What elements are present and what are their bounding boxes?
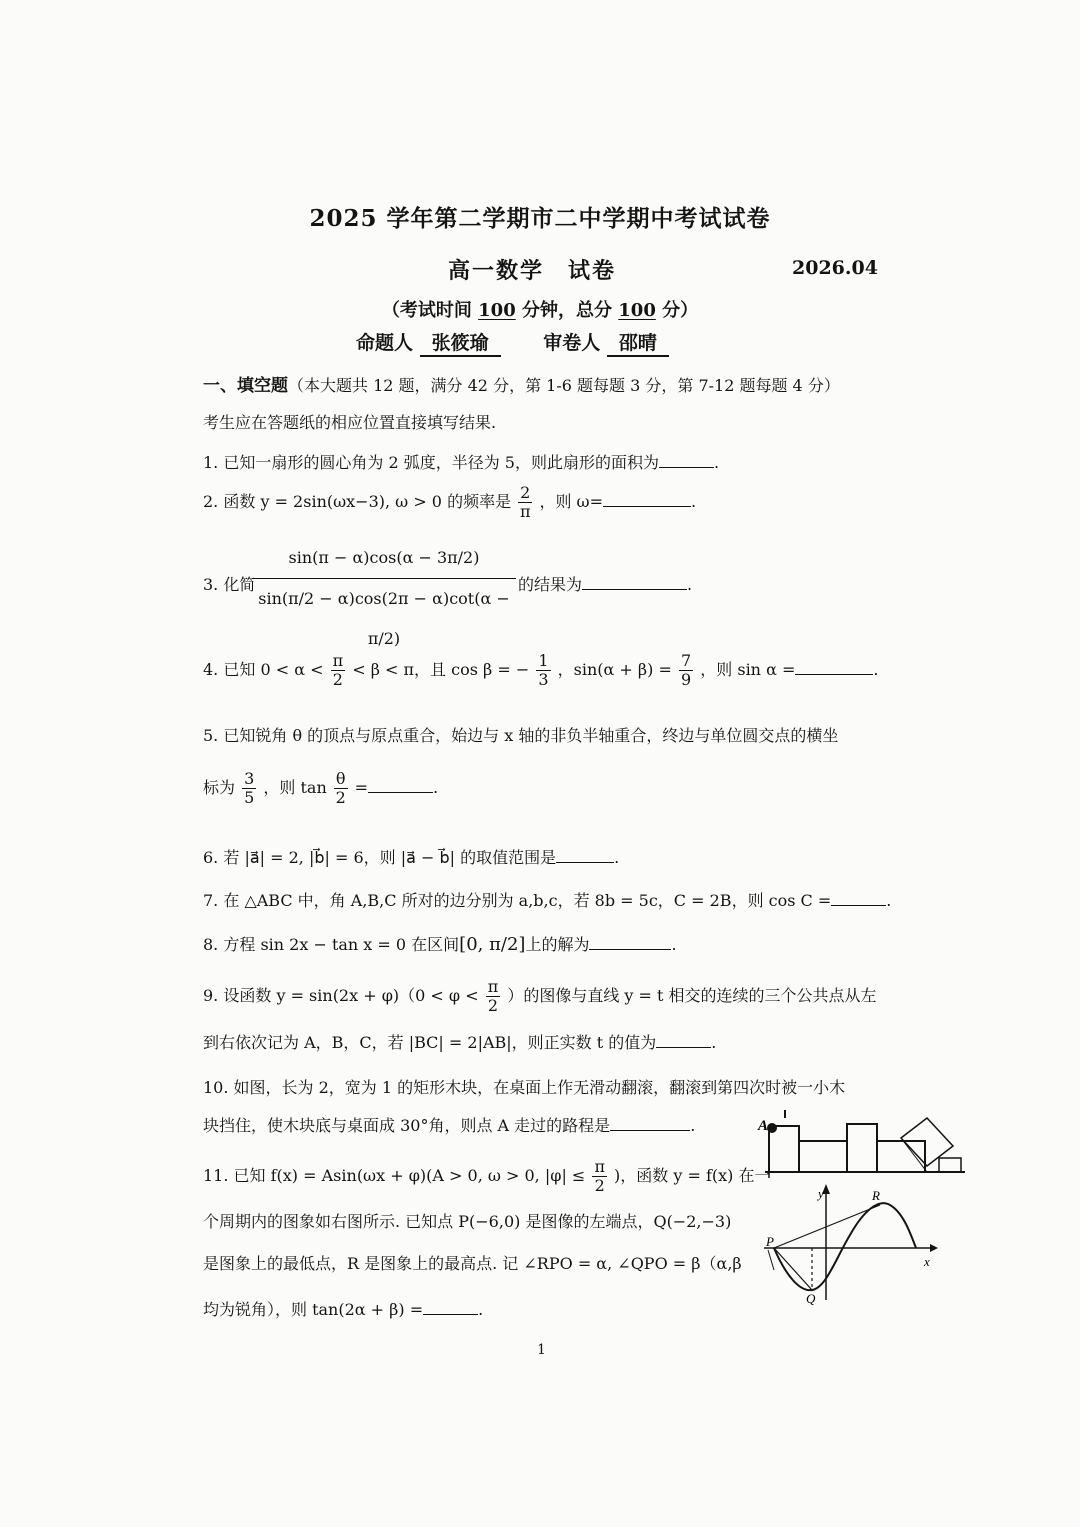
answer-blank — [831, 891, 886, 906]
block-position-2 — [799, 1141, 847, 1172]
fraction: $\frac{\pi}{2}$ — [594, 1157, 605, 1195]
answer-blank — [659, 453, 714, 468]
x-axis-arrow — [930, 1244, 938, 1252]
question-9-line2: 到右依次记为 A，B，C，若 |BC| = 2|AB|，则正实数 t 的值为 . — [203, 1033, 717, 1052]
question-9-line1: 9. 设函数 y = sin(2x + φ)（0 < φ < $\frac{\pi}{2}$ ）的图像与直线 y = t 相交的连续的三个公共点从左 — [203, 977, 877, 1015]
answer-blank — [368, 778, 433, 793]
fraction: $\frac{3}{5}$ — [244, 769, 255, 807]
answer-blank — [610, 1116, 690, 1131]
question-3-fraction — [252, 538, 516, 648]
author-label: 命题人 — [356, 332, 414, 354]
section-instruction: 考生应在答题纸的相应位置直接填写结果. — [203, 413, 497, 432]
answer-blank — [423, 1300, 478, 1315]
line-pr — [774, 1205, 880, 1248]
question-3-tail: 的结果为 . — [518, 575, 693, 594]
answer-blank — [656, 1033, 711, 1048]
answer-blank — [582, 575, 687, 590]
answer-blank — [556, 848, 614, 863]
fraction: $\frac{2}{\pi}$ — [520, 483, 531, 521]
question-6: 6. 若 |a⃗| = 2, |b⃗| = 6，则 |a⃗ − b⃗| 的取值范围是 . — [203, 848, 620, 867]
figure-rolling-block — [755, 1108, 970, 1178]
answer-blank — [603, 492, 691, 507]
reviewer-label: 审卷人 — [543, 332, 601, 354]
exam-authors — [356, 328, 705, 357]
question-11-line4: 均为锐角），则 tan(2α + β) = . — [203, 1300, 484, 1319]
question-5-line1: 5. 已知锐角 θ 的顶点与原点重合，始边与 x 轴的非负半轴重合，终边与单位圆交点的横坐 — [203, 726, 839, 745]
question-11-line1: 11. 已知 f(x) = Asin(ωx + φ)(A > 0, ω > 0, |φ| ≤ $\frac{\pi}{2}$ )，函数 y = f(x) 在一 — [203, 1157, 771, 1195]
time-minutes: 100 — [478, 300, 516, 321]
question-5-line2: 标为 $\frac{3}{5}$ ，则 tan $\frac{\theta}{2}$ = . — [203, 769, 439, 807]
question-11-line2: 个周期内的图象如右图所示. 已知点 P(−6,0) 是图像的左端点，Q(−2,−3) — [203, 1212, 732, 1231]
sine-curve — [774, 1203, 916, 1290]
label-q: Q — [806, 1291, 816, 1305]
question-8: 8. 方程 sin 2x − tan x = 0 在区间[0, π/2]上的解为 . — [203, 934, 677, 955]
line-pq — [774, 1248, 812, 1290]
author-name: 张筱瑜 — [420, 328, 501, 357]
exam-subject: 高一数学 试卷 — [448, 258, 617, 284]
fraction: $\frac{\pi}{2}$ — [487, 977, 499, 1015]
fraction: $\frac{\pi}{2}$ — [332, 651, 344, 689]
question-3-label: 3. 化简 — [203, 575, 256, 594]
edge-mark — [768, 1250, 774, 1270]
helper-line — [901, 1138, 927, 1172]
exam-title: 2025 学年第二学期市二中学期中考试试卷 — [309, 205, 771, 232]
total-score: 100 — [618, 300, 656, 321]
stopper-block — [939, 1158, 961, 1172]
q8-interval: [0, π/2] — [459, 934, 526, 955]
question-4: 4. 已知 0 < α < $\frac{\pi}{2}$ < β < π，且 cos β = − $\frac{1}{3}$ ，sin(α + β) = $\frac{7}{9}$ ，则 sin α = . — [203, 651, 879, 689]
question-10-line1: 10. 如图，长为 2，宽为 1 的矩形木块，在桌面上作无滑动翻滚，翻滚到第四次时被一小木 — [203, 1078, 846, 1097]
reviewer-name: 邵晴 — [607, 328, 669, 357]
question-10-line2: 块挡住，使木块底与桌面成 30°角，则点 A 走过的路程是 . — [203, 1116, 696, 1135]
block-position-1 — [769, 1126, 799, 1172]
answer-blank — [589, 935, 671, 950]
label-r: R — [872, 1188, 880, 1203]
fraction: $\frac{1}{3}$ — [538, 651, 549, 689]
question-1: 1. 已知一扇形的圆心角为 2 弧度，半径为 5，则此扇形的面积为 . — [203, 453, 720, 472]
label-x: x — [924, 1254, 930, 1269]
q3-denominator: sin(π/2 − α)cos(2π − α)cot(α − π/2) — [258, 589, 510, 648]
label-a: A — [758, 1118, 769, 1134]
question-7: 7. 在 △ABC 中，角 A,B,C 所对的边分别为 a,b,c，若 8b = 5c，C = 2B，则 cos C = . — [203, 891, 892, 910]
q3-numerator: sin(π − α)cos(α − 3π/2) — [252, 538, 516, 579]
answer-blank — [795, 660, 873, 675]
question-11-line3: 是图象上的最低点，R 是图象上的最高点. 记 ∠RPO = α, ∠QPO = β（α,β — [203, 1254, 742, 1273]
exam-time-info: （考试时间 100 分钟，总分 100 分） — [381, 300, 699, 321]
figure-sine-graph — [760, 1180, 940, 1305]
fraction: $\frac{7}{9}$ — [680, 651, 692, 689]
label-y: y — [818, 1186, 824, 1201]
exam-date: 2026.04 — [792, 257, 878, 279]
question-2: 2. 函数 y = 2sin(ωx−3), ω > 0 的频率是 $\frac{2}{\pi}$ ，则 ω= . — [203, 483, 697, 521]
section-heading: 一、填空题（本大题共 12 题，满分 42 分，第 1-6 题每题 3 分，第 7-12 题每题 4 分） — [203, 376, 840, 396]
label-p: P — [766, 1234, 774, 1249]
point-a — [767, 1123, 777, 1133]
page-number: 1 — [537, 1342, 546, 1358]
fraction: $\frac{\theta}{2}$ — [335, 769, 346, 807]
block-position-3 — [847, 1124, 877, 1172]
